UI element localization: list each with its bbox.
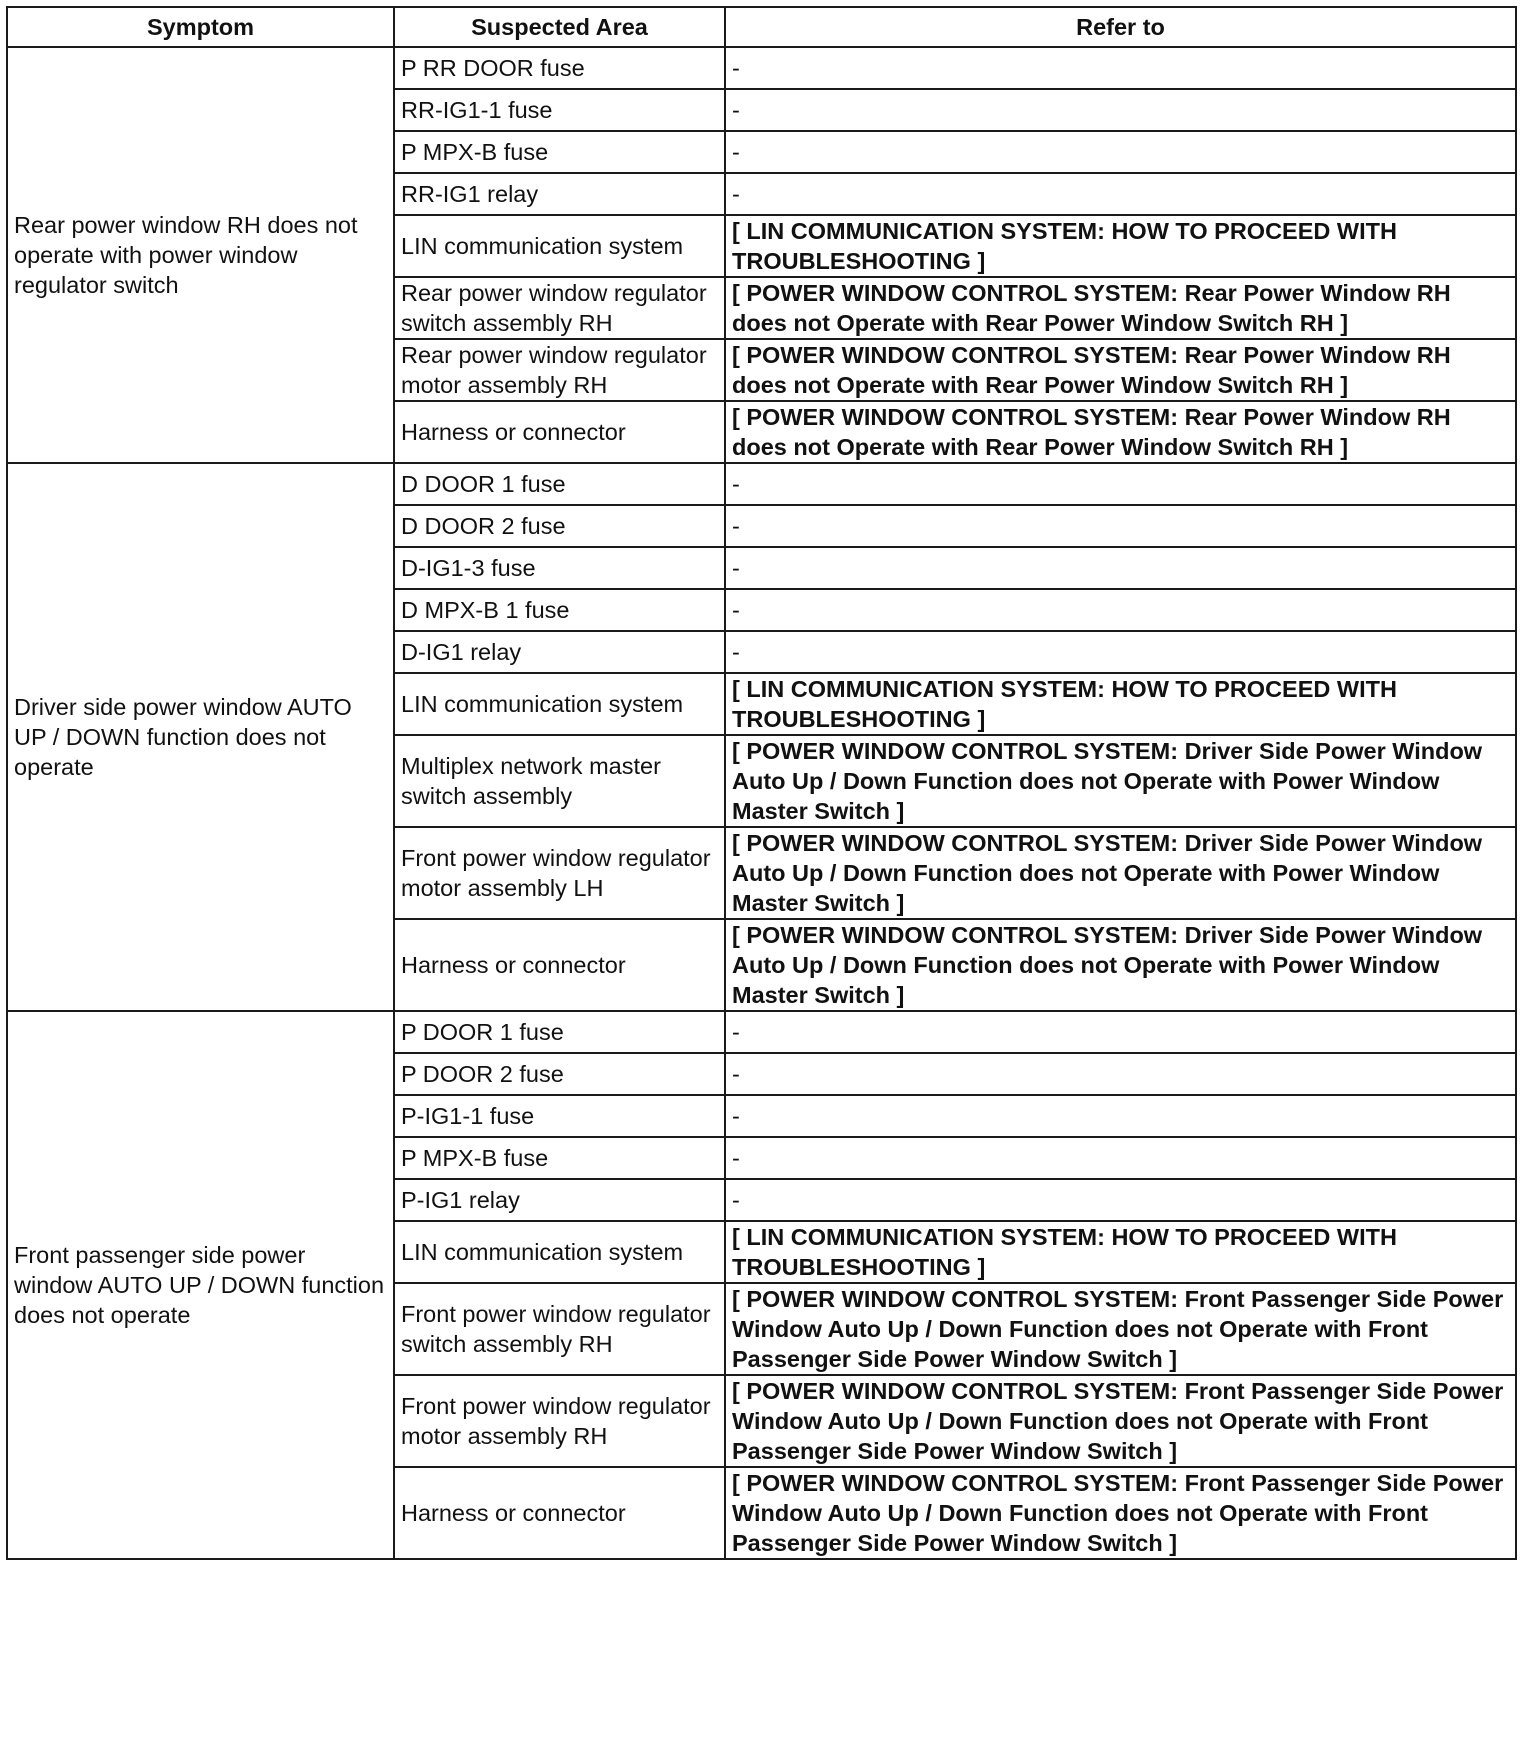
suspected-area-cell: Rear power window regulator motor assembly RH [394,339,725,401]
refer-to-cell: - [725,505,1516,547]
refer-to-cell: - [725,1137,1516,1179]
refer-to-cell[interactable]: [ POWER WINDOW CONTROL SYSTEM: Rear Power Window RH does not Operate with Rear Power Window Switch RH ] [725,401,1516,463]
refer-to-cell[interactable]: [ POWER WINDOW CONTROL SYSTEM: Front Passenger Side Power Window Auto Up / Down Function does not Operate with Front Passenger Side Power Window Switch ] [725,1375,1516,1467]
refer-to-cell: - [725,589,1516,631]
suspected-area-cell: LIN communication system [394,215,725,277]
suspected-area-cell: P-IG1-1 fuse [394,1095,725,1137]
refer-to-cell[interactable]: [ POWER WINDOW CONTROL SYSTEM: Driver Side Power Window Auto Up / Down Function does not Operate with Power Window Master Switch ] [725,735,1516,827]
suspected-area-cell: RR-IG1 relay [394,173,725,215]
suspected-area-cell: LIN communication system [394,1221,725,1283]
refer-to-cell: - [725,463,1516,505]
suspected-area-cell: Rear power window regulator switch assembly RH [394,277,725,339]
suspected-area-cell: LIN communication system [394,673,725,735]
suspected-area-cell: D DOOR 2 fuse [394,505,725,547]
suspected-area-cell: Multiplex network master switch assembly [394,735,725,827]
table-row [7,463,1516,505]
refer-to-cell[interactable]: [ POWER WINDOW CONTROL SYSTEM: Driver Side Power Window Auto Up / Down Function does not Operate with Power Window Master Switch ] [725,919,1516,1011]
table-body [7,47,1516,1559]
refer-to-cell: - [725,47,1516,89]
diagnosis-table-container [6,6,1515,1560]
suspected-area-cell: Harness or connector [394,1467,725,1559]
suspected-area-cell: Front power window regulator motor assembly LH [394,827,725,919]
suspected-area-cell: P DOOR 2 fuse [394,1053,725,1095]
suspected-area-cell: RR-IG1-1 fuse [394,89,725,131]
refer-to-cell: - [725,547,1516,589]
suspected-area-cell: P MPX-B fuse [394,131,725,173]
refer-to-cell[interactable]: [ POWER WINDOW CONTROL SYSTEM: Driver Side Power Window Auto Up / Down Function does not Operate with Power Window Master Switch ] [725,827,1516,919]
refer-to-cell: - [725,173,1516,215]
suspected-area-cell: D-IG1-3 fuse [394,547,725,589]
refer-to-cell[interactable]: [ POWER WINDOW CONTROL SYSTEM: Rear Power Window RH does not Operate with Rear Power Window Switch RH ] [725,277,1516,339]
refer-to-cell: - [725,131,1516,173]
refer-to-cell[interactable]: [ POWER WINDOW CONTROL SYSTEM: Front Passenger Side Power Window Auto Up / Down Function does not Operate with Front Passenger Side Power Window Switch ] [725,1283,1516,1375]
suspected-area-cell: P-IG1 relay [394,1179,725,1221]
table-row [7,1011,1516,1053]
suspected-area-cell: D MPX-B 1 fuse [394,589,725,631]
refer-to-cell[interactable]: [ LIN COMMUNICATION SYSTEM: HOW TO PROCEED WITH TROUBLESHOOTING ] [725,215,1516,277]
header-suspected-area: Suspected Area [394,7,725,47]
header-refer-to: Refer to [725,7,1516,47]
header-row [7,7,1516,47]
refer-to-cell[interactable]: [ LIN COMMUNICATION SYSTEM: HOW TO PROCEED WITH TROUBLESHOOTING ] [725,1221,1516,1283]
refer-to-cell: - [725,89,1516,131]
refer-to-cell[interactable]: [ POWER WINDOW CONTROL SYSTEM: Rear Power Window RH does not Operate with Rear Power Window Switch RH ] [725,339,1516,401]
refer-to-cell: - [725,1179,1516,1221]
suspected-area-cell: D-IG1 relay [394,631,725,673]
refer-to-cell: - [725,1095,1516,1137]
suspected-area-cell: P RR DOOR fuse [394,47,725,89]
header-symptom: Symptom [7,7,394,47]
refer-to-cell: - [725,1011,1516,1053]
suspected-area-cell: Harness or connector [394,919,725,1011]
suspected-area-cell: D DOOR 1 fuse [394,463,725,505]
suspected-area-cell: P MPX-B fuse [394,1137,725,1179]
problem-symptoms-table [6,6,1517,1560]
suspected-area-cell: Front power window regulator switch assembly RH [394,1283,725,1375]
suspected-area-cell: P DOOR 1 fuse [394,1011,725,1053]
refer-to-cell: - [725,631,1516,673]
refer-to-cell: - [725,1053,1516,1095]
suspected-area-cell: Front power window regulator motor assembly RH [394,1375,725,1467]
symptom-cell: Driver side power window AUTO UP / DOWN function does not operate [7,463,394,1011]
symptom-cell: Front passenger side power window AUTO UP / DOWN function does not operate [7,1011,394,1559]
refer-to-cell[interactable]: [ LIN COMMUNICATION SYSTEM: HOW TO PROCEED WITH TROUBLESHOOTING ] [725,673,1516,735]
suspected-area-cell: Harness or connector [394,401,725,463]
table-row [7,47,1516,89]
refer-to-cell[interactable]: [ POWER WINDOW CONTROL SYSTEM: Front Passenger Side Power Window Auto Up / Down Function does not Operate with Front Passenger Side Power Window Switch ] [725,1467,1516,1559]
symptom-cell: Rear power window RH does not operate with power window regulator switch [7,47,394,463]
